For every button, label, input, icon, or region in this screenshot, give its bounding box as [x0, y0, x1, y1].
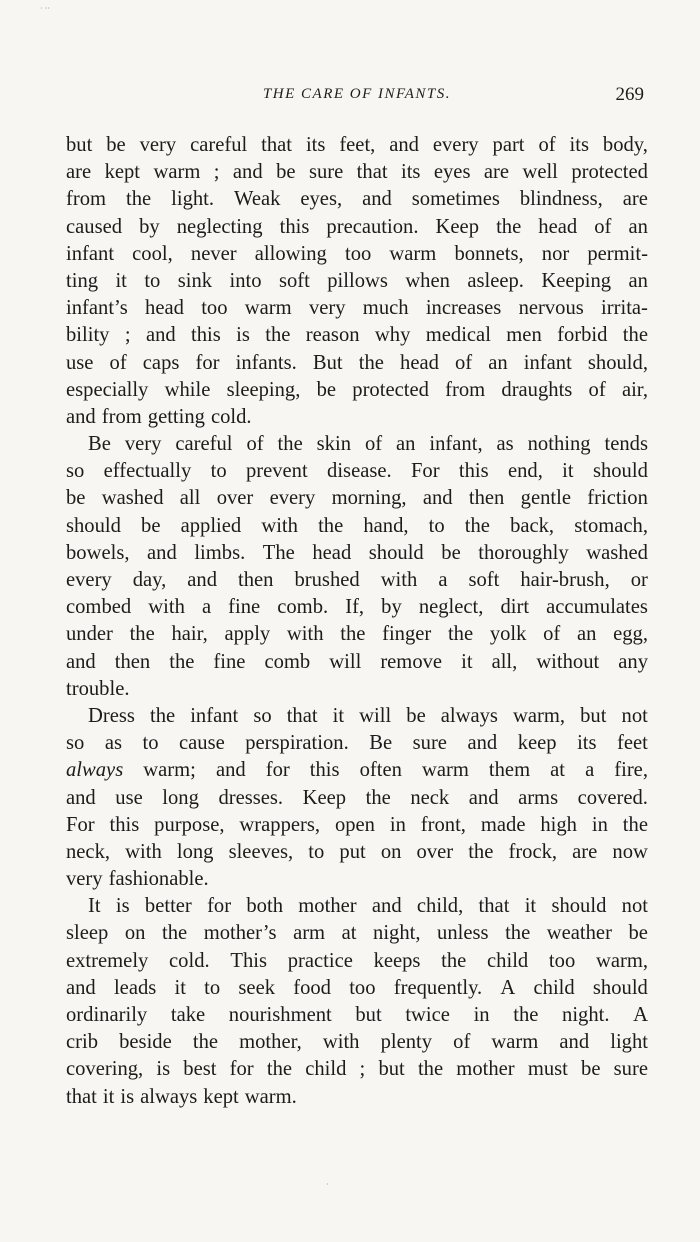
text-line: be washed all over every morning, and then gentle friction: [66, 487, 648, 510]
text-line: combed with a fine comb. If, by neglect, dirt accumulates: [66, 596, 648, 619]
text-line: trouble.: [66, 677, 130, 700]
text-line: very fashionable.: [66, 868, 209, 891]
text-line: infant’s head too warm very much increases nervous irrita-: [66, 297, 648, 320]
text-line: so as to cause perspiration. Be sure and keep its feet: [66, 732, 648, 755]
text-line: use of caps for infants. But the head of an infant should,: [66, 351, 648, 374]
text-line: sleep on the mother’s arm at night, unless the weather be: [66, 922, 648, 945]
page-header: [66, 84, 648, 112]
text-line: neck, with long sleeves, to put on over the frock, are now: [66, 840, 648, 863]
text-line: and from getting cold.: [66, 405, 252, 428]
text-line: For this purpose, wrappers, open in front, made high in the: [66, 813, 648, 836]
text-line: especially while sleeping, be protected from draughts of air,: [66, 378, 648, 401]
text-line: bowels, and limbs. The head should be thoroughly washed: [66, 541, 648, 564]
text-line: crib beside the mother, with plenty of warm and light: [66, 1031, 648, 1054]
text-line: so effectually to prevent disease. For this end, it should: [66, 460, 648, 483]
page-speck: · ··: [40, 4, 50, 13]
text-line: every day, and then brushed with a soft hair-brush, or: [66, 569, 648, 591]
text-line: and then the fine comb will remove it all, without any: [66, 650, 648, 673]
text-line: from the light. Weak eyes, and sometimes blindness, are: [66, 188, 648, 211]
text-line: Dress the infant so that it will be always warm, but not: [88, 704, 648, 727]
text-line: under the hair, apply with the finger the yolk of an egg,: [66, 623, 648, 646]
text-line: infant cool, never allowing too warm bonnets, nor permit-: [66, 242, 648, 265]
text-line: and use long dresses. Keep the neck and arms covered.: [66, 786, 648, 809]
text-line: that it is always kept warm.: [66, 1085, 297, 1108]
text-line: are kept warm ; and be sure that its eyes are well protected: [66, 161, 648, 184]
text-line: bility ; and this is the reason why medical men forbid the: [66, 324, 648, 347]
text-line: extremely cold. This practice keeps the child too warm,: [66, 949, 648, 972]
text-line: and leads it to seek food too frequently. A child should: [66, 976, 648, 999]
text-line: ting it to sink into soft pillows when asleep. Keeping an: [66, 269, 648, 292]
text-line: covering, is best for the child ; but the mother must be sure: [66, 1058, 648, 1081]
running-title: THE CARE OF INFANTS.: [262, 86, 452, 102]
text-line: always warm; and for this often warm them at a fire,: [66, 759, 648, 782]
text-line: but be very careful that its feet, and every part of its body,: [66, 134, 648, 156]
page-speck: ·: [326, 1180, 329, 1189]
text-line: ordinarily take nourishment but twice in the night. A: [66, 1004, 648, 1026]
text-line: should be applied with the hand, to the back, stomach,: [66, 514, 648, 537]
text-line: It is better for both mother and child, that it should not: [88, 895, 648, 918]
text-line: Be very careful of the skin of an infant, as nothing tends: [88, 433, 648, 456]
body-text: [66, 132, 648, 1111]
text-line: caused by neglecting this precaution. Keep the head of an: [66, 215, 648, 238]
page-number: 269: [615, 84, 644, 105]
